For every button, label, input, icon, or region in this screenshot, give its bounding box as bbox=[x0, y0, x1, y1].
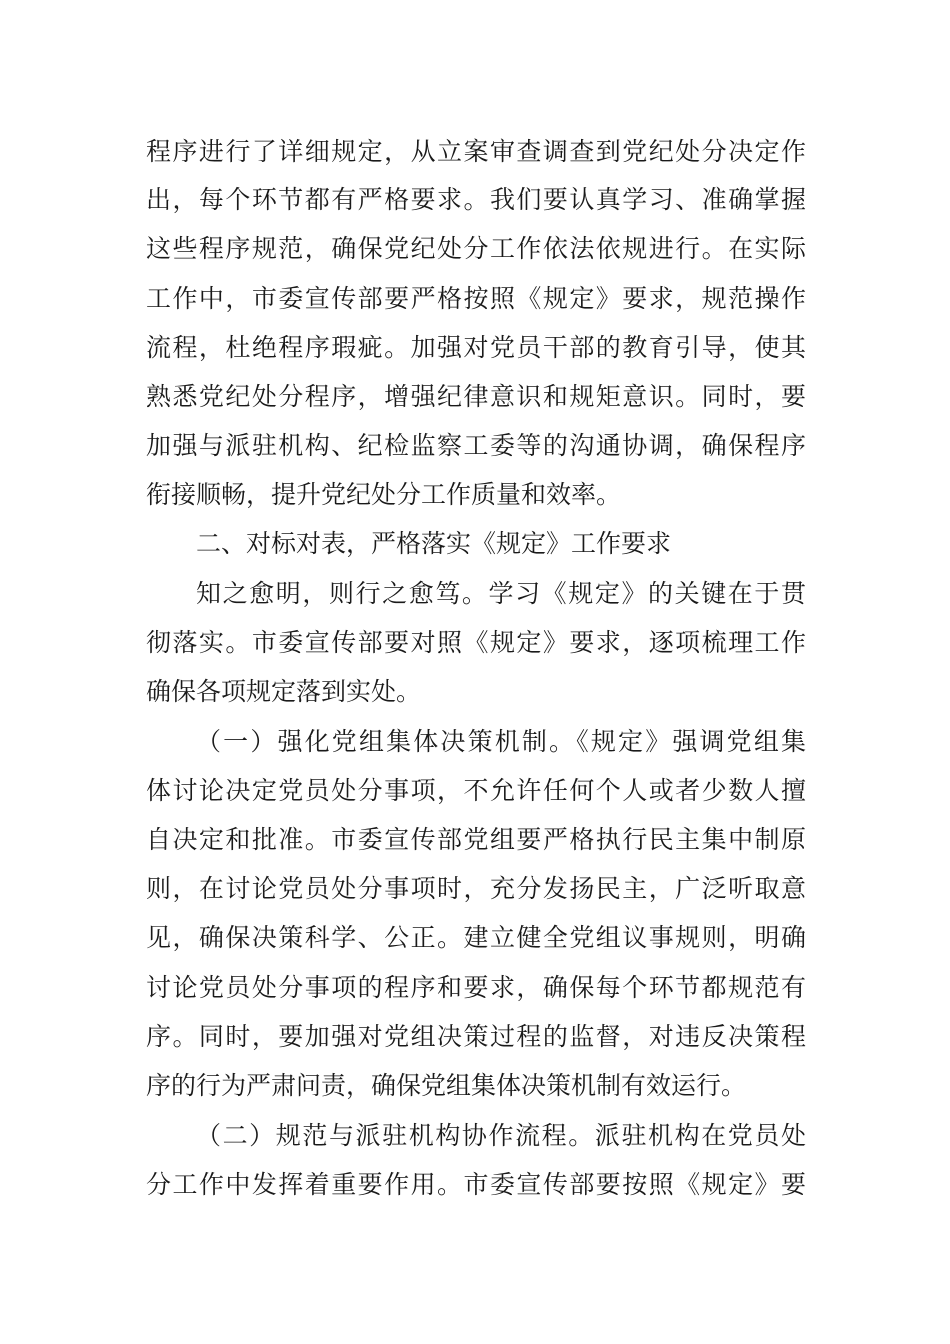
body-text-line: 程序进行了详细规定，从立案审查调查到党纪处分决定作 bbox=[146, 137, 806, 166]
subsection-heading-line: （一）强化党组集体决策机制。《规定》强调党组集 bbox=[196, 727, 806, 756]
body-text-line: 彻落实。市委宣传部要对照《规定》要求，逐项梳理工作 bbox=[146, 628, 806, 657]
body-text-line: 序。同时，要加强对党组决策过程的监督，对违反决策程 bbox=[146, 1022, 806, 1051]
body-text-line: 序的行为严肃问责，确保党组集体决策机制有效运行。 bbox=[146, 1071, 747, 1100]
body-text-line: 工作中，市委宣传部要严格按照《规定》要求，规范操作 bbox=[146, 284, 806, 313]
body-text-line: 自决定和批准。市委宣传部党组要严格执行民主集中制原 bbox=[146, 825, 806, 854]
body-text-line: 体讨论决定党员处分事项，不允许任何个人或者少数人擅 bbox=[146, 776, 806, 805]
body-text-line: 见，确保决策科学、公正。建立健全党组议事规则，明确 bbox=[146, 923, 806, 952]
body-text-line: 这些程序规范，确保党纪处分工作依法依规进行。在实际 bbox=[146, 234, 806, 263]
body-text-line: 则，在讨论党员处分事项时，充分发扬民主，广泛听取意 bbox=[146, 874, 806, 903]
body-text-line: 熟悉党纪处分程序，增强纪律意识和规矩意识。同时，要 bbox=[146, 382, 806, 411]
body-text-line: 知之愈明，则行之愈笃。学习《规定》的关键在于贯 bbox=[196, 579, 806, 608]
body-text-line: 讨论党员处分事项的程序和要求，确保每个环节都规范有 bbox=[146, 973, 806, 1002]
body-text-line: 确保各项规定落到实处。 bbox=[146, 677, 422, 706]
body-text-line: 衔接顺畅，提升党纪处分工作质量和效率。 bbox=[146, 480, 622, 509]
body-text-line: 分工作中发挥着重要作用。市委宣传部要按照《规定》要 bbox=[146, 1170, 806, 1199]
body-text-line: 加强与派驻机构、纪检监察工委等的沟通协调，确保程序 bbox=[146, 431, 806, 460]
section-heading: 二、对标对表，严格落实《规定》工作要求 bbox=[196, 529, 672, 558]
body-text-line: 流程，杜绝程序瑕疵。加强对党员干部的教育引导，使其 bbox=[146, 333, 806, 362]
body-text-line: 出，每个环节都有严格要求。我们要认真学习、准确掌握 bbox=[146, 185, 806, 214]
subsection-heading-line: （二）规范与派驻机构协作流程。派驻机构在党员处 bbox=[196, 1121, 806, 1150]
